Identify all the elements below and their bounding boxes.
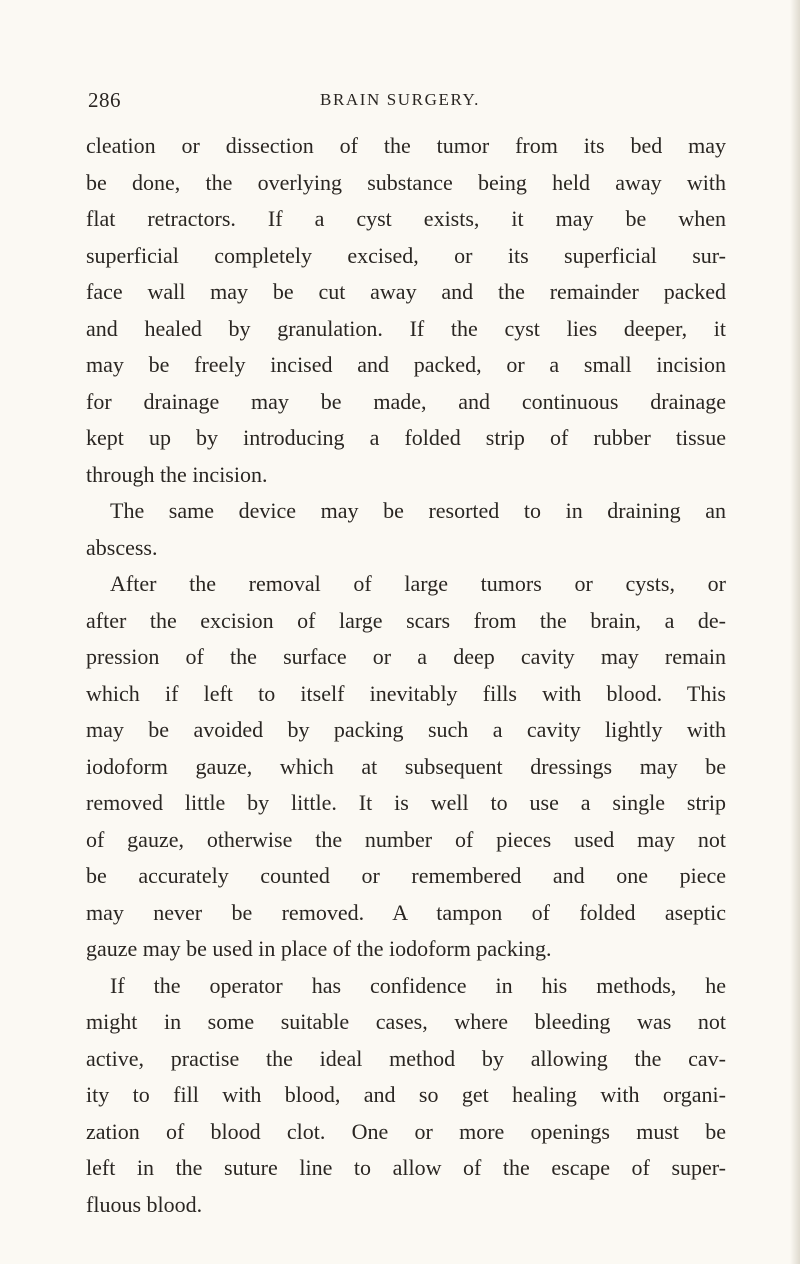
- text-line: After the removal of large tumors or cysts, or: [110, 571, 726, 596]
- text-line: flat retractors. If a cyst exists, it may be when: [86, 206, 726, 231]
- text-line: fluous blood.: [86, 1191, 203, 1217]
- text-line: be accurately counted or remembered and one piece: [86, 863, 726, 888]
- text-line: of gauze, otherwise the number of pieces used may not: [86, 826, 726, 852]
- text-line: cleation or dissection of the tumor from its bed may: [86, 133, 726, 158]
- text-line: and healed by granulation. If the cyst lies deeper, it: [86, 315, 726, 341]
- text-line: removed little by little. It is well to use a single strip: [86, 790, 726, 815]
- text-line: The same device may be resorted to in draining an: [110, 498, 726, 523]
- text-line: may be avoided by packing such a cavity lightly with: [86, 717, 726, 742]
- text-line: abscess.: [86, 534, 158, 560]
- text-line: iodoform gauze, which at subsequent dressings may be: [86, 753, 726, 779]
- text-line: gauze may be used in place of the iodoform packing.: [86, 936, 552, 961]
- text-line: left in the suture line to allow of the escape of super-: [86, 1155, 726, 1180]
- text-line: superficial completely excised, or its superficial sur-: [86, 242, 726, 268]
- text-line: may never be removed. A tampon of folded aseptic: [86, 899, 726, 925]
- page-number: 286: [88, 88, 121, 112]
- text-line: might in some suitable cases, where bleeding was not: [86, 1009, 726, 1034]
- body-text: [86, 128, 726, 1223]
- text-line: zation of blood clot. One or more openings must be: [86, 1118, 726, 1144]
- text-line: pression of the surface or a deep cavity may remain: [86, 644, 726, 669]
- page-edge-shadow: [790, 0, 800, 1264]
- text-line: may be freely incised and packed, or a small incision: [86, 352, 726, 377]
- text-line: for drainage may be made, and continuous drainage: [86, 388, 726, 414]
- text-line: face wall may be cut away and the remainder packed: [86, 279, 726, 304]
- text-line: after the excision of large scars from the brain, a de-: [86, 607, 726, 633]
- text-line: kept up by introducing a folded strip of rubber tissue: [86, 425, 726, 450]
- text-line: ity to fill with blood, and so get healing with organi-: [86, 1082, 726, 1107]
- text-line: be done, the overlying substance being held away with: [86, 169, 726, 195]
- page-header: [88, 88, 728, 114]
- text-line: active, practise the ideal method by allowing the cav-: [86, 1045, 726, 1071]
- running-head: BRAIN SURGERY.: [320, 90, 481, 109]
- text-line: If the operator has confidence in his methods, he: [110, 972, 726, 998]
- text-line: through the incision.: [86, 461, 268, 487]
- text-line: which if left to itself inevitably fills with blood. This: [86, 680, 726, 706]
